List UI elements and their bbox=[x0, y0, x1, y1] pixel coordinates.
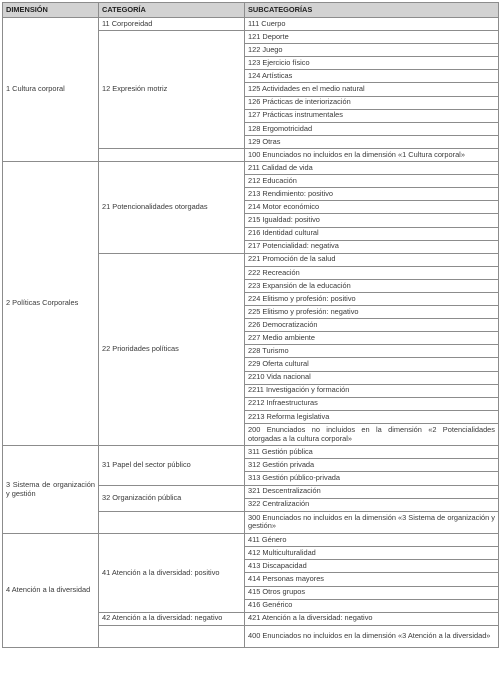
subcategory-cell: 123 Ejercicio físico bbox=[245, 57, 499, 70]
dimension-cell: 3 Sistema de organización y gestión bbox=[3, 446, 99, 534]
subcategory-cell: 212 Educación bbox=[245, 175, 499, 188]
category-cell: 32 Organización pública bbox=[99, 485, 245, 511]
header-dimension: DIMENSIÓN bbox=[3, 3, 99, 18]
subcategory-cell: 415 Otros grupos bbox=[245, 586, 499, 599]
category-cell: 12 Expresión motriz bbox=[99, 31, 245, 149]
subcategory-cell: 225 Elitismo y profesión: negativo bbox=[245, 306, 499, 319]
subcategory-cell: 200 Enunciados no incluidos en la dimensión «2 Potencialidades otorgadas a la cultura corporal» bbox=[245, 423, 499, 445]
subcategory-cell: 214 Motor económico bbox=[245, 201, 499, 214]
subcategory-cell: 125 Actividades en el medio natural bbox=[245, 83, 499, 96]
subcategory-cell: 224 Elitismo y profesión: positivo bbox=[245, 292, 499, 305]
subcategory-cell: 216 Identidad cultural bbox=[245, 227, 499, 240]
subcategory-cell: 226 Democratización bbox=[245, 319, 499, 332]
dimension-cell: 1 Cultura corporal bbox=[3, 18, 99, 162]
subcategory-cell: 217 Potencialidad: negativa bbox=[245, 240, 499, 253]
header-row bbox=[3, 3, 499, 18]
subcategory-cell: 416 Genérico bbox=[245, 599, 499, 612]
subcategory-cell: 221 Promoción de la salud bbox=[245, 253, 499, 266]
subcategory-cell: 124 Artísticas bbox=[245, 70, 499, 83]
table-body bbox=[3, 18, 499, 648]
subcategory-cell: 312 Gestión privada bbox=[245, 459, 499, 472]
subcategory-cell: 222 Recreación bbox=[245, 266, 499, 279]
subcategory-cell: 215 Igualdad: positivo bbox=[245, 214, 499, 227]
closing-statement-cell: 400 Enunciados no incluidos en la dimensión «3 Atención a la diversidad» bbox=[245, 625, 499, 647]
subcategory-cell: 227 Medio ambiente bbox=[245, 332, 499, 345]
category-cell-empty bbox=[99, 625, 245, 647]
category-cell: 11 Corporeidad bbox=[99, 18, 245, 31]
category-cell: 22 Prioridades políticas bbox=[99, 253, 245, 446]
subcategory-cell: 2211 Investigación y formación bbox=[245, 384, 499, 397]
table-row bbox=[3, 18, 499, 31]
subcategory-cell: 228 Turismo bbox=[245, 345, 499, 358]
subcategory-cell: 311 Gestión pública bbox=[245, 446, 499, 459]
closing-statement-cell: 300 Enunciados no incluidos en la dimensión «3 Sistema de organización y gestión» bbox=[245, 511, 499, 533]
subcategory-cell: 2212 Infraestructuras bbox=[245, 397, 499, 410]
subcategory-cell: 121 Deporte bbox=[245, 31, 499, 44]
header-subcategories: SUBCATEGORÍAS bbox=[245, 3, 499, 18]
category-cell: 42 Atención a la diversidad: negativo bbox=[99, 612, 245, 625]
subcategory-cell: 313 Gestión público-privada bbox=[245, 472, 499, 485]
subcategory-cell: 127 Prácticas instrumentales bbox=[245, 109, 499, 122]
table-row bbox=[3, 534, 499, 547]
subcategory-cell: 111 Cuerpo bbox=[245, 18, 499, 31]
subcategory-cell: 413 Discapacidad bbox=[245, 560, 499, 573]
subcategory-cell: 128 Ergomotricidad bbox=[245, 122, 499, 135]
dimension-cell: 2 Políticas Corporales bbox=[3, 162, 99, 446]
subcategory-cell: 213 Rendimiento: positivo bbox=[245, 188, 499, 201]
subcategory-cell: 321 Descentralización bbox=[245, 485, 499, 498]
subcategory-cell: 421 Atención a la diversidad: negativo bbox=[245, 612, 499, 625]
category-table bbox=[2, 2, 499, 648]
subcategory-cell: 412 Multiculturalidad bbox=[245, 547, 499, 560]
subcategory-cell: 2213 Reforma legislativa bbox=[245, 410, 499, 423]
subcategory-cell: 126 Prácticas de interiorización bbox=[245, 96, 499, 109]
category-table-container bbox=[2, 2, 498, 648]
subcategory-cell: 411 Género bbox=[245, 534, 499, 547]
table-row bbox=[3, 446, 499, 459]
table-row bbox=[3, 162, 499, 175]
subcategory-cell: 211 Calidad de vida bbox=[245, 162, 499, 175]
dimension-cell: 4 Atención a la diversidad bbox=[3, 534, 99, 648]
subcategory-cell: 229 Oferta cultural bbox=[245, 358, 499, 371]
category-cell: 41 Atención a la diversidad: positivo bbox=[99, 534, 245, 613]
header-category: CATEGORÍA bbox=[99, 3, 245, 18]
category-cell: 31 Papel del sector público bbox=[99, 446, 245, 485]
category-cell: 21 Potencionalidades otorgadas bbox=[99, 162, 245, 254]
subcategory-cell: 322 Centralización bbox=[245, 498, 499, 511]
subcategory-cell: 223 Expansión de la educación bbox=[245, 279, 499, 292]
closing-statement-cell: 100 Enunciados no incluidos en la dimensión «1 Cultura corporal» bbox=[245, 148, 499, 161]
subcategory-cell: 129 Otras bbox=[245, 135, 499, 148]
subcategory-cell: 2210 Vida nacional bbox=[245, 371, 499, 384]
category-cell-empty bbox=[99, 148, 245, 161]
subcategory-cell: 414 Personas mayores bbox=[245, 573, 499, 586]
subcategory-cell: 122 Juego bbox=[245, 44, 499, 57]
category-cell-empty bbox=[99, 511, 245, 533]
